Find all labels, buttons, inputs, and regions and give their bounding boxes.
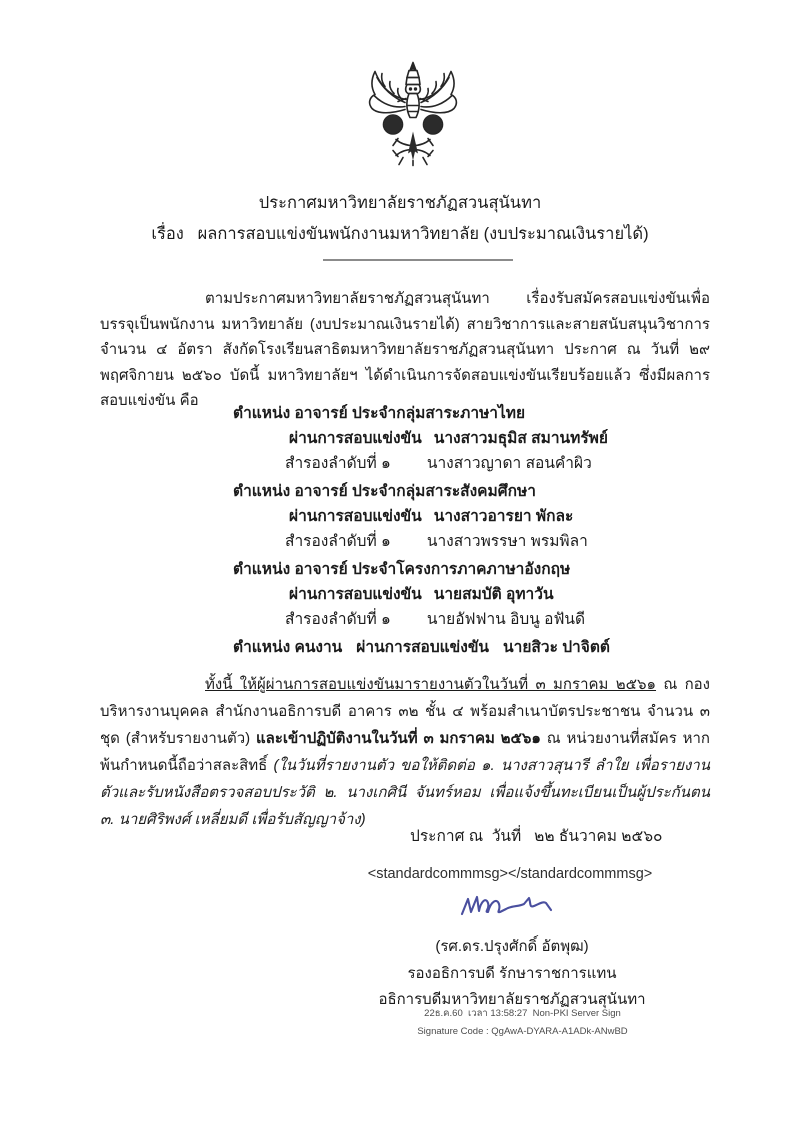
reserve-name: นางสาวญาดา สอนคำผิว xyxy=(426,455,592,472)
contact-persons-italic: (ในวันที่รายงานตัว ขอให้ติดต่อ ๑. นางสาวสุนารี ลำใย เพื่อรายงานตัวและรับหนังสือตรวจสอบประวัติ ๒. นางเกศินี จันทร์หอม เพื่อแจ้งขึ้นทะเบียนเป็นผู้ประกันตน ๓. นายศิริพงศ์ เหลี่ยมดี เพื่อรับสัญญาจ้าง) xyxy=(100,757,710,828)
position-block-social-studies xyxy=(233,479,733,554)
report-date-underlined: ทั้งนี้ ให้ผู้ผ่านการสอบแข่งขันมารายงานตัวในวันที่ ๓ มกราคม ๒๕๖๑ xyxy=(205,676,657,693)
position-block-worker xyxy=(233,635,733,660)
signer-block xyxy=(360,934,664,1014)
start-work-bold: และเข้าปฏิบัติงานในวันที่ ๓ มกราคม ๒๕๖๑ xyxy=(255,730,541,747)
digital-signature-code: Signature Code : QgAwA-DYARA-A1ADk-ANwBD xyxy=(417,1026,628,1037)
reserve-name: นางสาวพรรษา พรมพิลา xyxy=(426,533,588,550)
announcement-date-line: ประกาศ ณ วันที่ ๒๒ ธันวาคม ๒๕๖๐ xyxy=(410,828,663,845)
position-block-thai-language xyxy=(233,401,733,476)
standard-comm-msg-text: <standardcommmsg></standardcommmsg> xyxy=(367,866,653,882)
title-divider-rule xyxy=(323,259,513,261)
position-block-english-program xyxy=(233,557,733,632)
exam-results-list xyxy=(233,401,733,660)
passed-label: ผ่านการสอบแข่งขัน xyxy=(289,430,422,447)
passed-label: ผ่านการสอบแข่งขัน xyxy=(356,639,490,656)
position-title: ตำแหน่ง อาจารย์ ประจำกลุ่มสาระภาษาไทย xyxy=(233,405,526,422)
passed-name: นางสาวมธุมิส สมานทรัพย์ xyxy=(433,430,608,447)
passed-line xyxy=(233,426,733,451)
forfeit-text: ณ หน่วยงานที่สมัคร หากพ้นกำหนดนี้ถือว่าสละสิทธิ์ xyxy=(100,730,710,774)
report-location-text: ณ กองบริหารงานบุคคล สำนักงานอธิการบดี อาคาร ๓๒ ชั้น ๔ พร้อมสำเนาบัตรประชาชน จำนวน ๓ ชุด (สำหรับรายงานตัว) xyxy=(100,676,710,747)
handwritten-signature-icon xyxy=(458,890,558,922)
reserve-label: สำรองลำดับที่ ๑ xyxy=(285,611,391,628)
reserve-label: สำรองลำดับที่ ๑ xyxy=(285,455,391,472)
passed-line xyxy=(233,504,733,529)
digital-signature-timestamp: 22ธ.ค.60 เวลา 13:58:27 Non-PKI Server Sign xyxy=(424,1008,621,1019)
signer-title-line2: อธิการบดีมหาวิทยาลัยราชภัฏสวนสุนันทา xyxy=(378,991,646,1008)
garuda-emblem-icon xyxy=(360,60,466,168)
passed-name: นายสิวะ ปาจิตต์ xyxy=(503,639,610,656)
reserve-label: สำรองลำดับที่ ๑ xyxy=(285,533,391,550)
reserve-line xyxy=(233,529,733,554)
opening-paragraph: ตามประกาศมหาวิทยาลัยราชภัฏสวนสุนันทา เรื่องรับสมัครสอบแข่งขันเพื่อบรรจุเป็นพนักงาน มหาวิทยาลัย (งบประมาณเงินรายได้) สายวิชาการและสายสนับสนุนวิชาการ จำนวน ๔ อัตรา สังกัดโรงเรียนสาธิตมหาวิทยาลัยราชภัฏสวนสุนันทา ประกาศ ณ วันที่ ๒๙ พฤศจิกายน ๒๕๖๐ บัดนี้ มหาวิทยาลัยฯ ได้ดำเนินการจัดสอบแข่งขันเรียบร้อยแล้ว ซึ่งมีผลการสอบแข่งขัน คือ xyxy=(100,290,710,409)
passed-line xyxy=(233,582,733,607)
document-subject-line: เรื่อง ผลการสอบแข่งขันพนักงานมหาวิทยาลัย (งบประมาณเงินรายได้) xyxy=(151,225,649,243)
signer-title-line1: รองอธิการบดี รักษาราชการแทน xyxy=(407,964,617,982)
position-title: ตำแหน่ง คนงาน xyxy=(233,639,343,656)
passed-name: นางสาวอารยา พักละ xyxy=(433,508,574,525)
signer-name: (รศ.ดร.ปรุงศักดิ์ อัตพุฒ) xyxy=(435,938,589,955)
position-title: ตำแหน่ง อาจารย์ ประจำโครงการภาคภาษาอังกฤษ xyxy=(233,561,571,578)
reserve-line xyxy=(233,451,733,476)
reporting-instructions-paragraph xyxy=(100,671,710,833)
passed-label: ผ่านการสอบแข่งขัน xyxy=(289,586,422,603)
document-title-line1: ประกาศมหาวิทยาลัยราชภัฏสวนสุนันทา xyxy=(258,194,542,212)
passed-label: ผ่านการสอบแข่งขัน xyxy=(289,508,422,525)
reserve-line xyxy=(233,607,733,632)
position-title: ตำแหน่ง อาจารย์ ประจำกลุ่มสาระสังคมศึกษา xyxy=(233,483,536,500)
passed-name: นายสมบัติ อุทาวัน xyxy=(433,586,554,603)
reserve-name: นายอัฟฟาน อิบนู อฟันดี xyxy=(426,611,586,628)
